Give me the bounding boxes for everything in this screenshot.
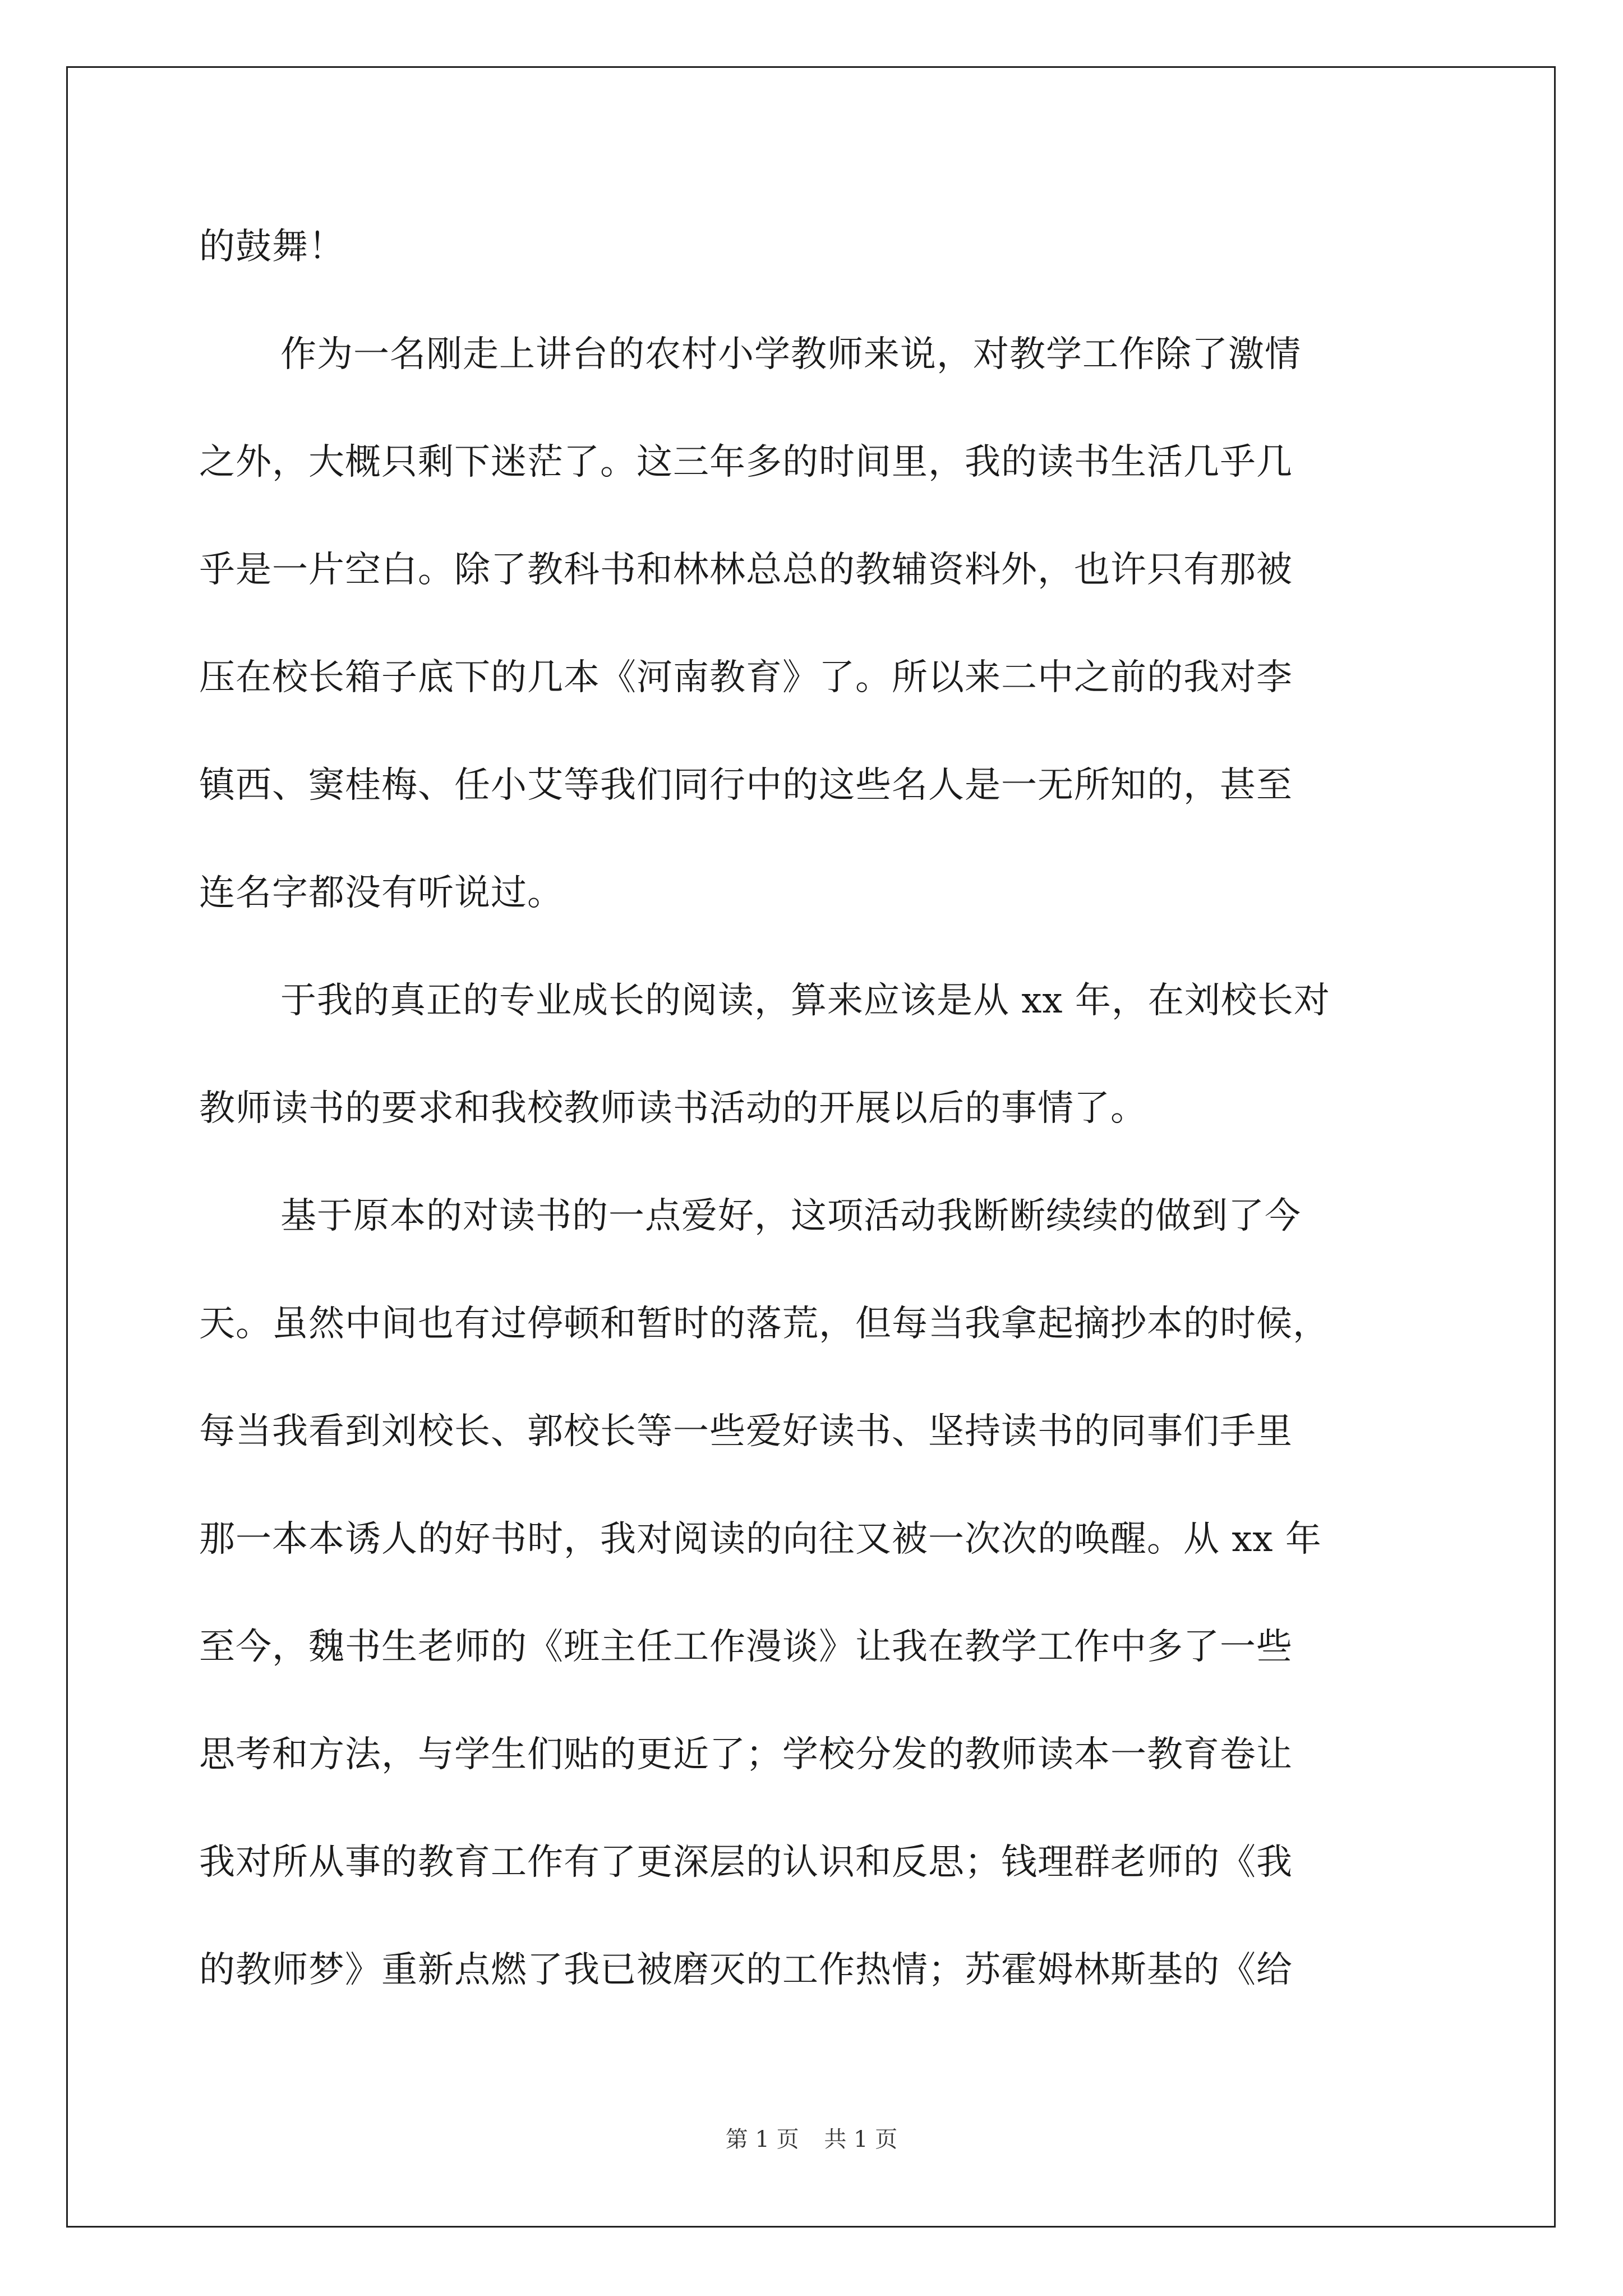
text-line: 那一本本诱人的好书时，我对阅读的向往又被一次次的唤醒。从 xx 年	[199, 1519, 1322, 1560]
text-line: 每当我看到刘校长、郭校长等一些爱好读书、坚持读书的同事们手里	[199, 1411, 1293, 1452]
text-line: 乎是一片空白。除了教科书和林林总总的教辅资料外，也许只有那被	[199, 549, 1293, 591]
paragraph-first-line: 基于原本的对读书的一点爱好，这项活动我断断续续的做到了今	[280, 1195, 1301, 1237]
paragraph-first-line: 作为一名刚走上讲台的农村小学教师来说，对教学工作除了激情	[280, 334, 1301, 375]
paragraph-first-line: 于我的真正的专业成长的阅读，算来应该是从 xx 年，在刘校长对	[280, 980, 1330, 1022]
text-line: 连名字都没有听说过。	[199, 872, 564, 914]
text-line: 教师读书的要求和我校教师读书活动的开展以后的事情了。	[199, 1088, 1147, 1129]
text-line: 天。虽然中间也有过停顿和暂时的落荒，但每当我拿起摘抄本的时候，	[199, 1303, 1329, 1345]
text-line: 镇西、窦桂梅、任小艾等我们同行中的这些名人是一无所知的，甚至	[199, 765, 1293, 806]
page-footer	[0, 2122, 1623, 2154]
page-number: 第 1 页	[725, 2127, 799, 2152]
text-line: 之外，大概只剩下迷茫了。这三年多的时间里，我的读书生活几乎几	[199, 441, 1293, 483]
page-border	[66, 66, 1556, 2228]
text-line: 压在校长箱子底下的几本《河南教育》了。所以来二中之前的我对李	[199, 657, 1293, 698]
page-total: 共 1 页	[824, 2127, 898, 2152]
text-line: 至今，魏书生老师的《班主任工作漫谈》让我在教学工作中多了一些	[199, 1626, 1293, 1668]
text-line: 的教师梦》重新点燃了我已被磨灭的工作热情；苏霍姆林斯基的《给	[199, 1949, 1293, 1991]
text-line: 思考和方法，与学生们贴的更近了；学校分发的教师读本一教育卷让	[199, 1734, 1293, 1775]
text-line: 我对所从事的教育工作有了更深层的认识和反思；钱理群老师的《我	[199, 1842, 1293, 1883]
text-line: 的鼓舞！	[199, 226, 345, 268]
